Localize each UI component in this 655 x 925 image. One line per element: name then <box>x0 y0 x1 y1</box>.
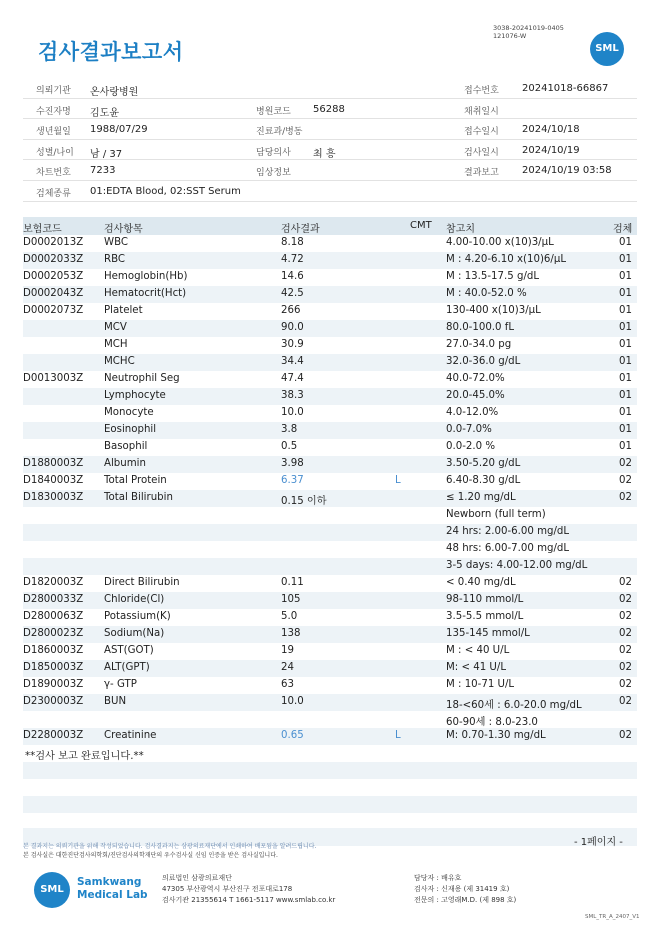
test-result: 63 <box>281 679 294 690</box>
specimen-code: 02 <box>619 679 632 690</box>
test-code: D0002033Z <box>23 254 84 265</box>
reference-range: 20.0-45.0% <box>446 390 505 401</box>
footer-address <box>162 873 335 906</box>
reference-range: M: 0.70-1.30 mg/dL <box>446 730 546 741</box>
reference-range: 27.0-34.0 pg <box>446 339 512 350</box>
test-result: 3.8 <box>281 424 298 435</box>
result-row <box>23 473 637 490</box>
test-code: D2280003Z <box>23 730 84 741</box>
sml-logo <box>590 32 624 66</box>
reference-range: 135-145 mmol/L <box>446 628 530 639</box>
info-label: 담당의사 <box>256 147 291 158</box>
specimen-code: 01 <box>619 305 632 316</box>
result-row <box>23 269 637 286</box>
test-name: Sodium(Na) <box>104 628 165 639</box>
info-label: 검사일시 <box>464 147 499 158</box>
patient-info-table <box>23 78 637 202</box>
result-row <box>23 626 637 643</box>
specimen-code: 02 <box>619 492 632 503</box>
test-name: Direct Bilirubin <box>104 577 180 588</box>
test-name: Hematocrit(Hct) <box>104 288 187 299</box>
result-row <box>23 507 637 524</box>
reference-range: 98-110 mmol/L <box>446 594 524 605</box>
result-row <box>23 320 637 337</box>
result-row <box>23 252 637 269</box>
blank-row <box>23 762 637 779</box>
blank-row <box>23 796 637 813</box>
specimen-code: 02 <box>619 645 632 656</box>
test-name: ALT(GPT) <box>104 662 150 673</box>
test-result: 0.65 <box>281 730 304 741</box>
test-result: 47.4 <box>281 373 304 384</box>
specimen-code: 02 <box>619 594 632 605</box>
info-value: 2024/10/19 <box>522 144 580 156</box>
page-number: - 1페이지 - <box>574 837 623 848</box>
result-row <box>23 541 637 558</box>
result-row <box>23 643 637 660</box>
test-result: 0.5 <box>281 441 298 452</box>
info-label: 검체종류 <box>36 188 71 199</box>
reference-range: 3.5-5.5 mmol/L <box>446 611 524 622</box>
header-reference: 참고치 <box>446 224 475 235</box>
result-row <box>23 388 637 405</box>
specimen-code: 01 <box>619 390 632 401</box>
test-code: D0013003Z <box>23 373 84 384</box>
document-id-line1: 3038-20241019-0405 <box>493 24 564 32</box>
test-result: 34.4 <box>281 356 304 367</box>
test-code: D0002073Z <box>23 305 84 316</box>
result-row <box>23 524 637 541</box>
results-header <box>23 217 637 235</box>
result-row <box>23 235 637 252</box>
result-row <box>23 677 637 694</box>
test-name: Neutrophil Seg <box>104 373 180 384</box>
address-line3: 검사기관 21355614 T 1661-5117 www.smlab.co.kr <box>162 896 336 904</box>
test-name: Creatinine <box>104 730 157 741</box>
info-value: 온사랑병원 <box>90 87 139 98</box>
test-name: Hemoglobin(Hb) <box>104 271 188 282</box>
reference-range: Newborn (full term) <box>446 509 546 520</box>
info-value: 2024/10/19 03:58 <box>522 165 612 177</box>
info-row <box>23 160 637 181</box>
result-row <box>23 303 637 320</box>
reference-range: 130-400 x(10)3/μL <box>446 305 541 316</box>
test-result: 0.11 <box>281 577 304 588</box>
info-row <box>23 78 637 99</box>
form-code: SML_TR_A_2407_V1 <box>585 914 640 920</box>
reference-range: < 0.40 mg/dL <box>446 577 516 588</box>
result-row <box>23 660 637 677</box>
test-code: D2800023Z <box>23 628 84 639</box>
test-name: WBC <box>104 237 128 248</box>
info-value: 56288 <box>313 103 345 115</box>
report-title: 검사결과보고서 <box>38 40 184 64</box>
test-result: 3.98 <box>281 458 304 469</box>
specimen-code: 02 <box>619 628 632 639</box>
brand-line2: Medical Lab <box>77 889 148 901</box>
reference-range: M: < 41 U/L <box>446 662 507 673</box>
specimen-code: 02 <box>619 458 632 469</box>
test-code: D2300003Z <box>23 696 84 707</box>
test-name: BUN <box>104 696 127 707</box>
test-result: 19 <box>281 645 294 656</box>
reference-range: 0.0-2.0 % <box>446 441 495 452</box>
info-label: 결과보고 <box>464 168 499 179</box>
test-name: Lymphocyte <box>104 390 166 401</box>
reference-range: M : 10-71 U/L <box>446 679 515 690</box>
specimen-code: 01 <box>619 441 632 452</box>
test-result: 24 <box>281 662 294 673</box>
cmt-flag: L <box>395 730 401 741</box>
specimen-code: 02 <box>619 611 632 622</box>
test-code: D0002013Z <box>23 237 84 248</box>
test-name: MCH <box>104 339 128 350</box>
test-name: Monocyte <box>104 407 154 418</box>
note-line2: 본 검사실은 대한진단검사의학회/진단검사의학재단의 우수검사실 신임 인증을 받은 검사실입니다. <box>23 852 278 859</box>
result-row <box>23 711 637 728</box>
test-result: 14.6 <box>281 271 304 282</box>
result-row <box>23 694 637 711</box>
specimen-code: 02 <box>619 577 632 588</box>
specimen-code: 01 <box>619 407 632 418</box>
info-row <box>23 119 637 140</box>
test-result: 8.18 <box>281 237 304 248</box>
test-result: 10.0 <box>281 696 304 707</box>
reference-range: 4.0-12.0% <box>446 407 499 418</box>
reference-range: ≤ 1.20 mg/dL <box>446 492 516 503</box>
reference-range: 3.50-5.20 g/dL <box>446 458 521 469</box>
address-line1: 의료법인 삼광의료재단 <box>162 874 232 882</box>
result-row <box>23 490 637 507</box>
document-id-line2: 121076-W <box>493 32 527 40</box>
test-result: 0.15 이하 <box>281 496 327 507</box>
end-message: **검사 보고 완료입니다.** <box>25 751 144 762</box>
staff-line3: 전문의 : 고영래M.D. (제 898 호) <box>414 896 517 904</box>
header-cmt: CMT <box>410 220 432 231</box>
test-name: MCHC <box>104 356 135 367</box>
info-value: 1988/07/29 <box>90 124 148 136</box>
test-result: 5.0 <box>281 611 298 622</box>
end-message-row <box>23 745 637 762</box>
specimen-code: 01 <box>619 254 632 265</box>
test-name: Chloride(Cl) <box>104 594 165 605</box>
staff-line1: 담당자 : 배유호 <box>414 874 462 882</box>
reference-range: 4.00-10.00 x(10)3/μL <box>446 237 554 248</box>
test-name: Eosinophil <box>104 424 157 435</box>
result-row <box>23 592 637 609</box>
test-result: 10.0 <box>281 407 304 418</box>
test-name: Total Bilirubin <box>104 492 173 503</box>
result-row <box>23 439 637 456</box>
reference-range: 24 hrs: 2.00-6.00 mg/dL <box>446 526 570 537</box>
sml-logo-text: SML <box>595 43 619 54</box>
info-label: 채취일시 <box>464 106 499 117</box>
test-name: Platelet <box>104 305 143 316</box>
info-value: 7233 <box>90 165 116 177</box>
report-notes <box>23 842 316 860</box>
test-result: 30.9 <box>281 339 304 350</box>
info-value: 남 / 37 <box>90 148 123 160</box>
test-name: AST(GOT) <box>104 645 154 656</box>
info-label: 진료과/병동 <box>256 127 303 138</box>
test-name: Potassium(K) <box>104 611 171 622</box>
header-result: 검사결과 <box>281 224 320 235</box>
info-label: 생년월일 <box>36 127 71 138</box>
test-code: D1860003Z <box>23 645 84 656</box>
header-specimen: 검체 <box>613 224 633 235</box>
specimen-code: 01 <box>619 356 632 367</box>
info-value: 2024/10/18 <box>522 124 580 136</box>
info-value: 김도윤 <box>90 107 119 119</box>
document-id <box>493 24 564 40</box>
test-result: 38.3 <box>281 390 304 401</box>
brand-line1: Samkwang <box>77 876 142 888</box>
test-code: D1880003Z <box>23 458 84 469</box>
footer-staff <box>414 873 516 906</box>
reference-range: 6.40-8.30 g/dL <box>446 475 521 486</box>
note-line1: 본 결과지는 의뢰기관을 위해 작성되었습니다. 검사결과지는 삼광의료재단에서 인쇄하여 배포됨을 알려드립니다. <box>23 843 317 850</box>
info-value: 20241018-66867 <box>522 83 609 94</box>
specimen-code: 01 <box>619 237 632 248</box>
test-result: 42.5 <box>281 288 304 299</box>
info-row <box>23 99 637 120</box>
reference-range: 60-90세 : 8.0-23.0 <box>446 717 538 728</box>
test-code: D1830003Z <box>23 492 84 503</box>
info-value: 최 흥 <box>313 148 336 160</box>
test-result: 6.37 <box>281 475 304 486</box>
specimen-code: 01 <box>619 322 632 333</box>
footer-brand <box>77 876 148 902</box>
result-row <box>23 405 637 422</box>
reference-range: 80.0-100.0 fL <box>446 322 515 333</box>
reference-range: M : 13.5-17.5 g/dL <box>446 271 540 282</box>
test-name: MCV <box>104 322 127 333</box>
test-code: D1850003Z <box>23 662 84 673</box>
cmt-flag: L <box>395 475 401 486</box>
reference-range: 0.0-7.0% <box>446 424 492 435</box>
result-row <box>23 609 637 626</box>
test-code: D2800033Z <box>23 594 84 605</box>
reference-range: 48 hrs: 6.00-7.00 mg/dL <box>446 543 570 554</box>
reference-range: 3-5 days: 4.00-12.00 mg/dL <box>446 560 588 571</box>
reference-range: 40.0-72.0% <box>446 373 505 384</box>
result-row <box>23 575 637 592</box>
test-result: 266 <box>281 305 301 316</box>
result-row <box>23 558 637 575</box>
test-code: D1820003Z <box>23 577 84 588</box>
info-label: 접수일시 <box>464 127 499 138</box>
specimen-code: 01 <box>619 373 632 384</box>
test-code: D1840003Z <box>23 475 84 486</box>
specimen-code: 01 <box>619 339 632 350</box>
staff-line2: 검사자 : 신재용 (제 31419 호) <box>414 885 510 893</box>
specimen-code: 02 <box>619 696 632 707</box>
specimen-code: 01 <box>619 271 632 282</box>
specimen-code: 01 <box>619 424 632 435</box>
info-value: 01:EDTA Blood, 02:SST Serum <box>90 185 241 197</box>
test-code: D0002053Z <box>23 271 84 282</box>
test-code: D0002043Z <box>23 288 84 299</box>
reference-range: M : 40.0-52.0 % <box>446 288 527 299</box>
footer-logo-text: SML <box>40 884 64 895</box>
test-code: D1890003Z <box>23 679 84 690</box>
info-label: 수진자명 <box>36 106 71 117</box>
specimen-code: 02 <box>619 730 632 741</box>
reference-range: M : 4.20-6.10 x(10)6/μL <box>446 254 566 265</box>
test-result: 105 <box>281 594 301 605</box>
test-name: RBC <box>104 254 126 265</box>
info-label: 접수번호 <box>464 86 499 96</box>
test-result: 90.0 <box>281 322 304 333</box>
header-item: 검사항목 <box>104 224 143 235</box>
info-label: 의뢰기관 <box>36 86 71 96</box>
result-row <box>23 728 637 745</box>
result-row <box>23 354 637 371</box>
info-row <box>23 140 637 161</box>
test-result: 4.72 <box>281 254 304 265</box>
info-label: 병원코드 <box>256 106 291 117</box>
specimen-code: 02 <box>619 662 632 673</box>
footer-logo <box>34 872 70 908</box>
result-row <box>23 337 637 354</box>
test-name: Total Protein <box>104 475 167 486</box>
result-row <box>23 422 637 439</box>
info-label: 성별/나이 <box>36 147 74 158</box>
reference-range: 18-<60세 : 6.0-20.0 mg/dL <box>446 700 582 711</box>
reference-range: 32.0-36.0 g/dL <box>446 356 521 367</box>
info-label: 임상정보 <box>256 168 291 179</box>
result-row <box>23 371 637 388</box>
results-table <box>23 217 637 762</box>
test-name: Albumin <box>104 458 146 469</box>
info-row <box>23 181 637 202</box>
specimen-code: 02 <box>619 475 632 486</box>
test-result: 138 <box>281 628 301 639</box>
test-name: Basophil <box>104 441 148 452</box>
info-label: 차트번호 <box>36 168 71 179</box>
header-code: 보험코드 <box>23 224 62 235</box>
test-code: D2800063Z <box>23 611 84 622</box>
address-line2: 47305 부산광역시 부산진구 전포대로178 <box>162 885 293 893</box>
result-row <box>23 456 637 473</box>
specimen-code: 01 <box>619 288 632 299</box>
test-name: γ- GTP <box>104 679 137 690</box>
reference-range: M : < 40 U/L <box>446 645 510 656</box>
result-row <box>23 286 637 303</box>
